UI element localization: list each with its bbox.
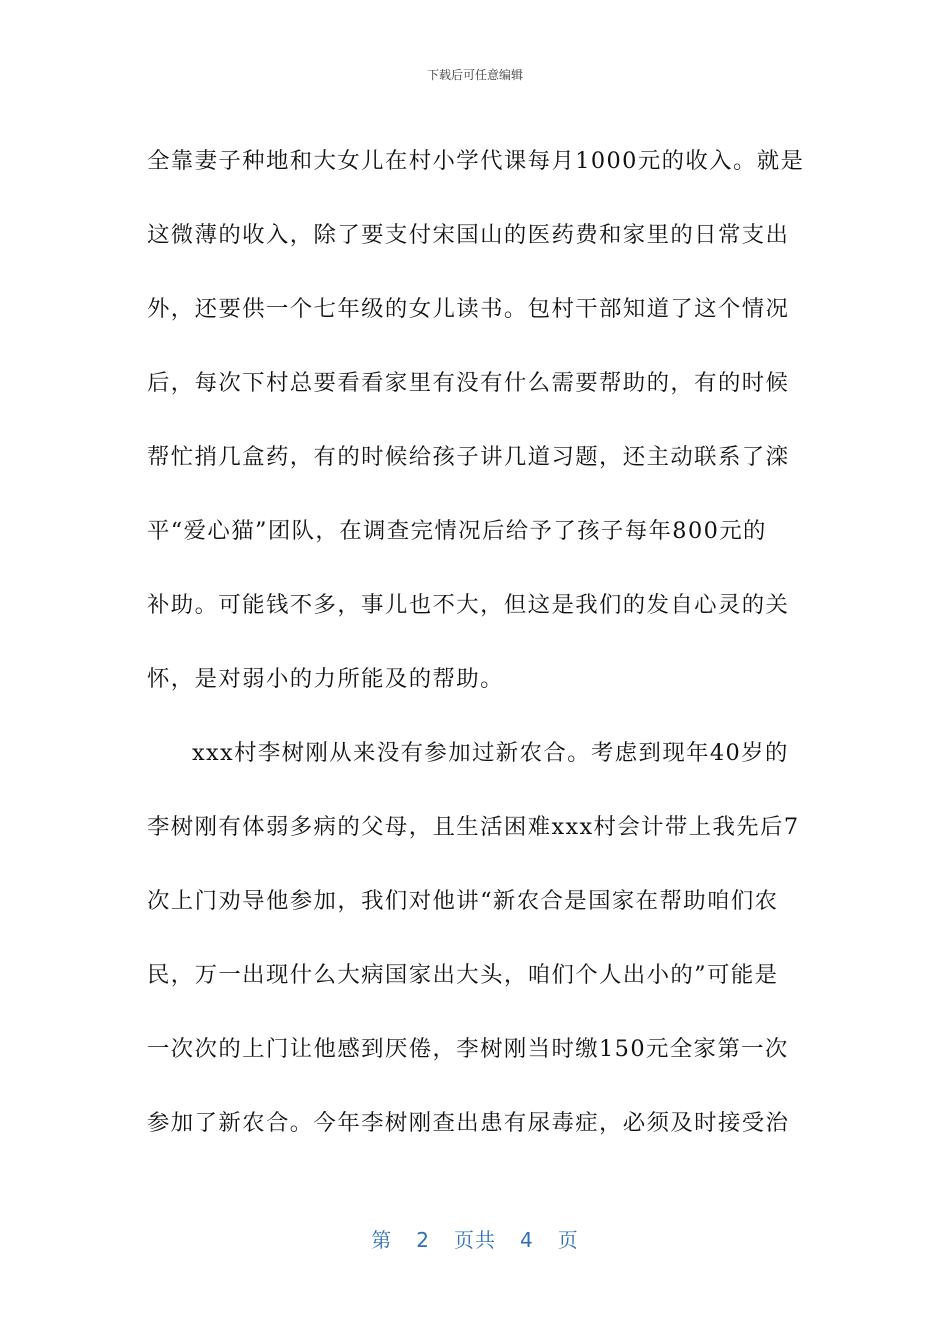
footer-current-page: 2	[416, 1228, 430, 1252]
text-line-2: 这微薄的收入，除了要支付宋国山的医药费和家里的日常支出	[147, 222, 790, 248]
text-line-9-paragraph-start: xxx村李树刚从来没有参加过新农合。考虑到现年40岁的	[192, 740, 789, 766]
text-line-3: 外，还要供一个七年级的女儿读书。包村干部知道了这个情况	[147, 296, 790, 322]
footer-suffix: 页	[557, 1228, 579, 1252]
footer-middle: 页共	[454, 1228, 496, 1252]
document-body	[147, 124, 807, 1160]
text-line-4: 后，每次下村总要看看家里有没有什么需要帮助的，有的时候	[147, 370, 790, 396]
text-line-13: 一次次的上门让他感到厌倦，李树刚当时缴150元全家第一次	[147, 1036, 789, 1062]
footer-prefix: 第	[371, 1228, 393, 1252]
text-line-10: 李树刚有体弱多病的父母，且生活困难xxx村会计带上我先后7	[147, 814, 800, 840]
text-line-7: 补助。可能钱不多，事儿也不大，但这是我们的发自心灵的关	[147, 592, 790, 618]
page-footer	[0, 1224, 950, 1253]
page-header-note: 下载后可任意编辑	[426, 68, 523, 82]
text-line-11: 次上门劝导他参加，我们对他讲“新农合是国家在帮助咱们农	[147, 888, 779, 914]
footer-total-pages: 4	[520, 1228, 534, 1252]
text-line-14: 参加了新农合。今年李树刚查出患有尿毒症，必须及时接受治	[147, 1110, 790, 1136]
text-line-5: 帮忙捎几盒药，有的时候给孩子讲几道习题，还主动联系了滦	[147, 444, 790, 470]
text-line-1: 全靠妻子种地和大女儿在村小学代课每月1000元的收入。就是	[147, 148, 805, 174]
text-line-8: 怀，是对弱小的力所能及的帮助。	[147, 666, 504, 692]
text-line-12: 民，万一出现什么大病国家出大头，咱们个人出小的”可能是	[147, 962, 779, 988]
text-line-6: 平“爱心猫”团队，在调查完情况后给予了孩子每年800元的	[147, 518, 767, 544]
